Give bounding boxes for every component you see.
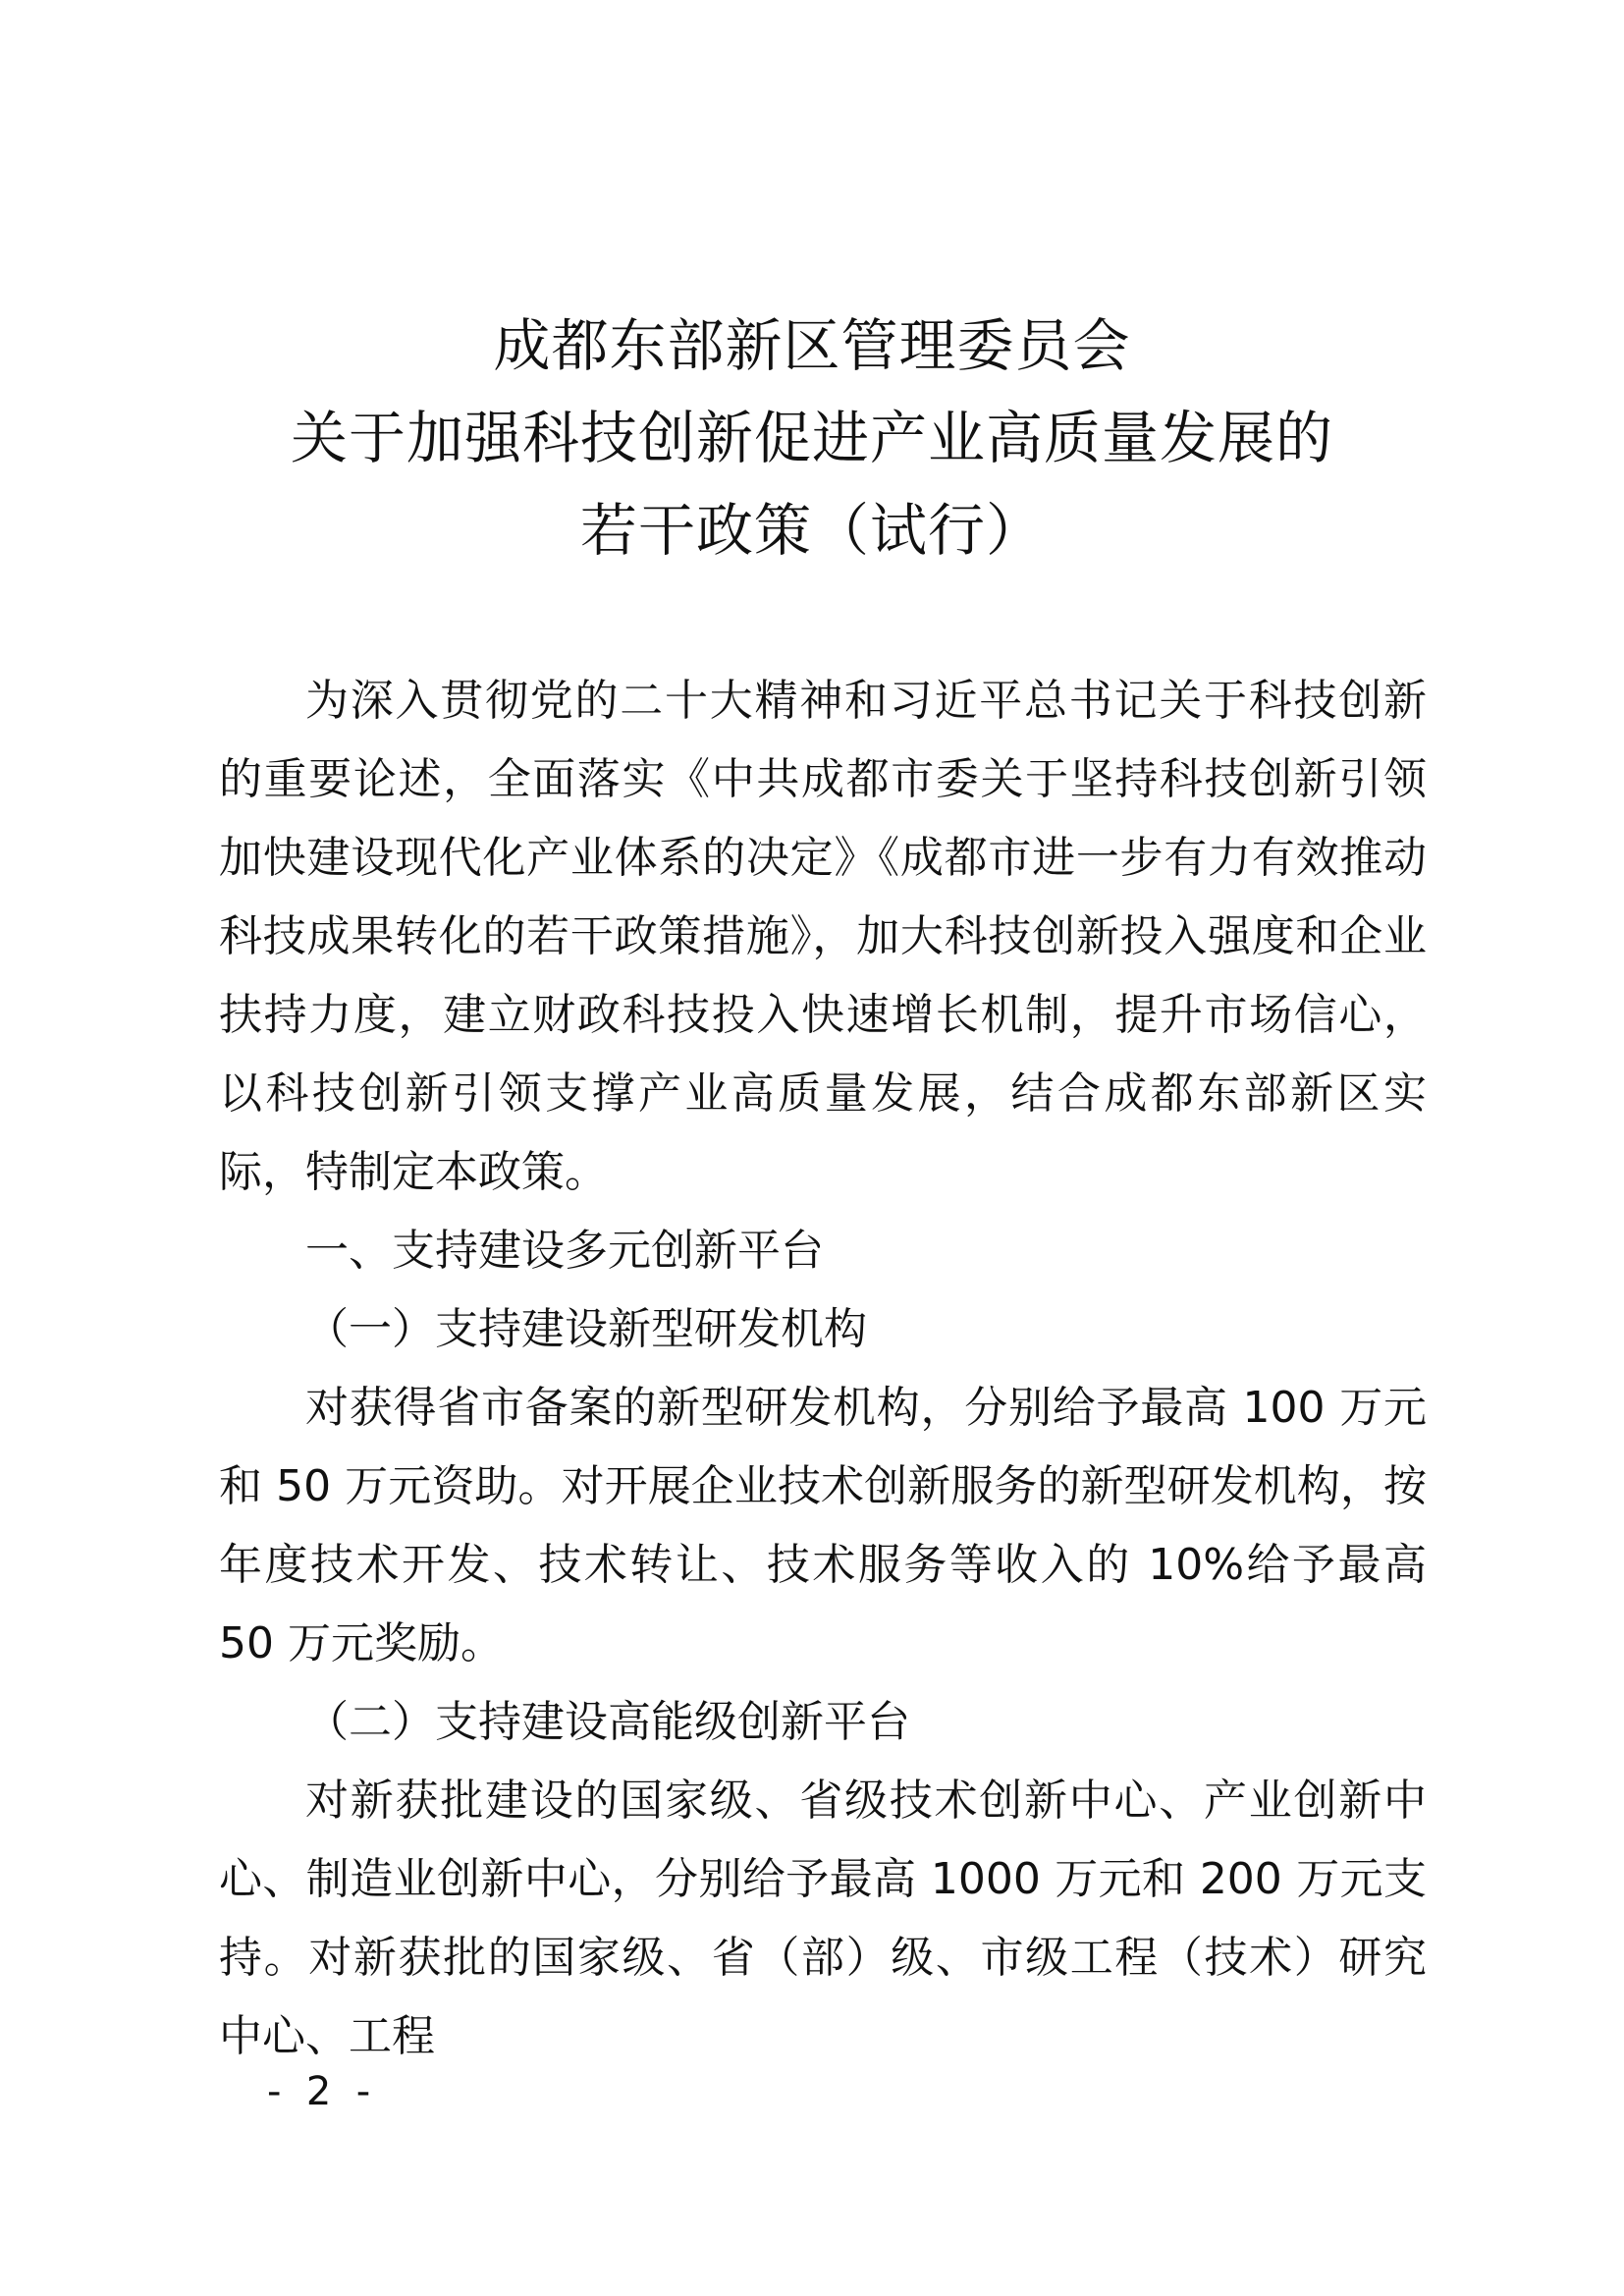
title-line-1: 成都东部新区管理委员会 [493,312,1131,379]
document-title [0,300,1624,576]
subsection-heading-2: （二）支持建设高能级创新平台 [305,1697,910,1747]
subsection-body-1: 对获得省市备案的新型研发机构，分别给予最高 100 万元和 50 万元资助。对开展企业技术创新服务的新型研发机构，按年度技术开发、技术转让、技术服务等收入的 10%给予最高 50 万元奖励。 [219,1383,1427,1668]
document-body [219,662,1427,2076]
title-line-3: 若干政策（试行） [579,497,1044,564]
page-number: - 2 - [267,2069,371,2114]
title-line-2: 关于加强科技创新促进产业高质量发展的 [290,405,1333,471]
subsection-body-2: 对新获批建设的国家级、省级技术创新中心、产业创新中心、制造业创新中心，分别给予最高 1000 万元和 200 万元支持。对新获批的国家级、省（部）级、市级工程（技术）研究中心、工程 [219,1776,1427,2061]
intro-paragraph: 为深入贯彻党的二十大精神和习近平总书记关于科技创新的重要论述，全面落实《中共成都市委关于坚持科技创新引领加快建设现代化产业体系的决定》《成都市进一步有力有效推动科技成果转化的若干政策措施》，加大科技创新投入强度和企业扶持力度，建立财政科技投入快速增长机制，提升市场信心，以科技创新引领支撑产业高质量发展，结合成都东部新区实际，特制定本政策。 [219,676,1427,1197]
section-heading-1: 一、支持建设多元创新平台 [305,1226,824,1276]
subsection-heading-1: （一）支持建设新型研发机构 [305,1304,867,1354]
